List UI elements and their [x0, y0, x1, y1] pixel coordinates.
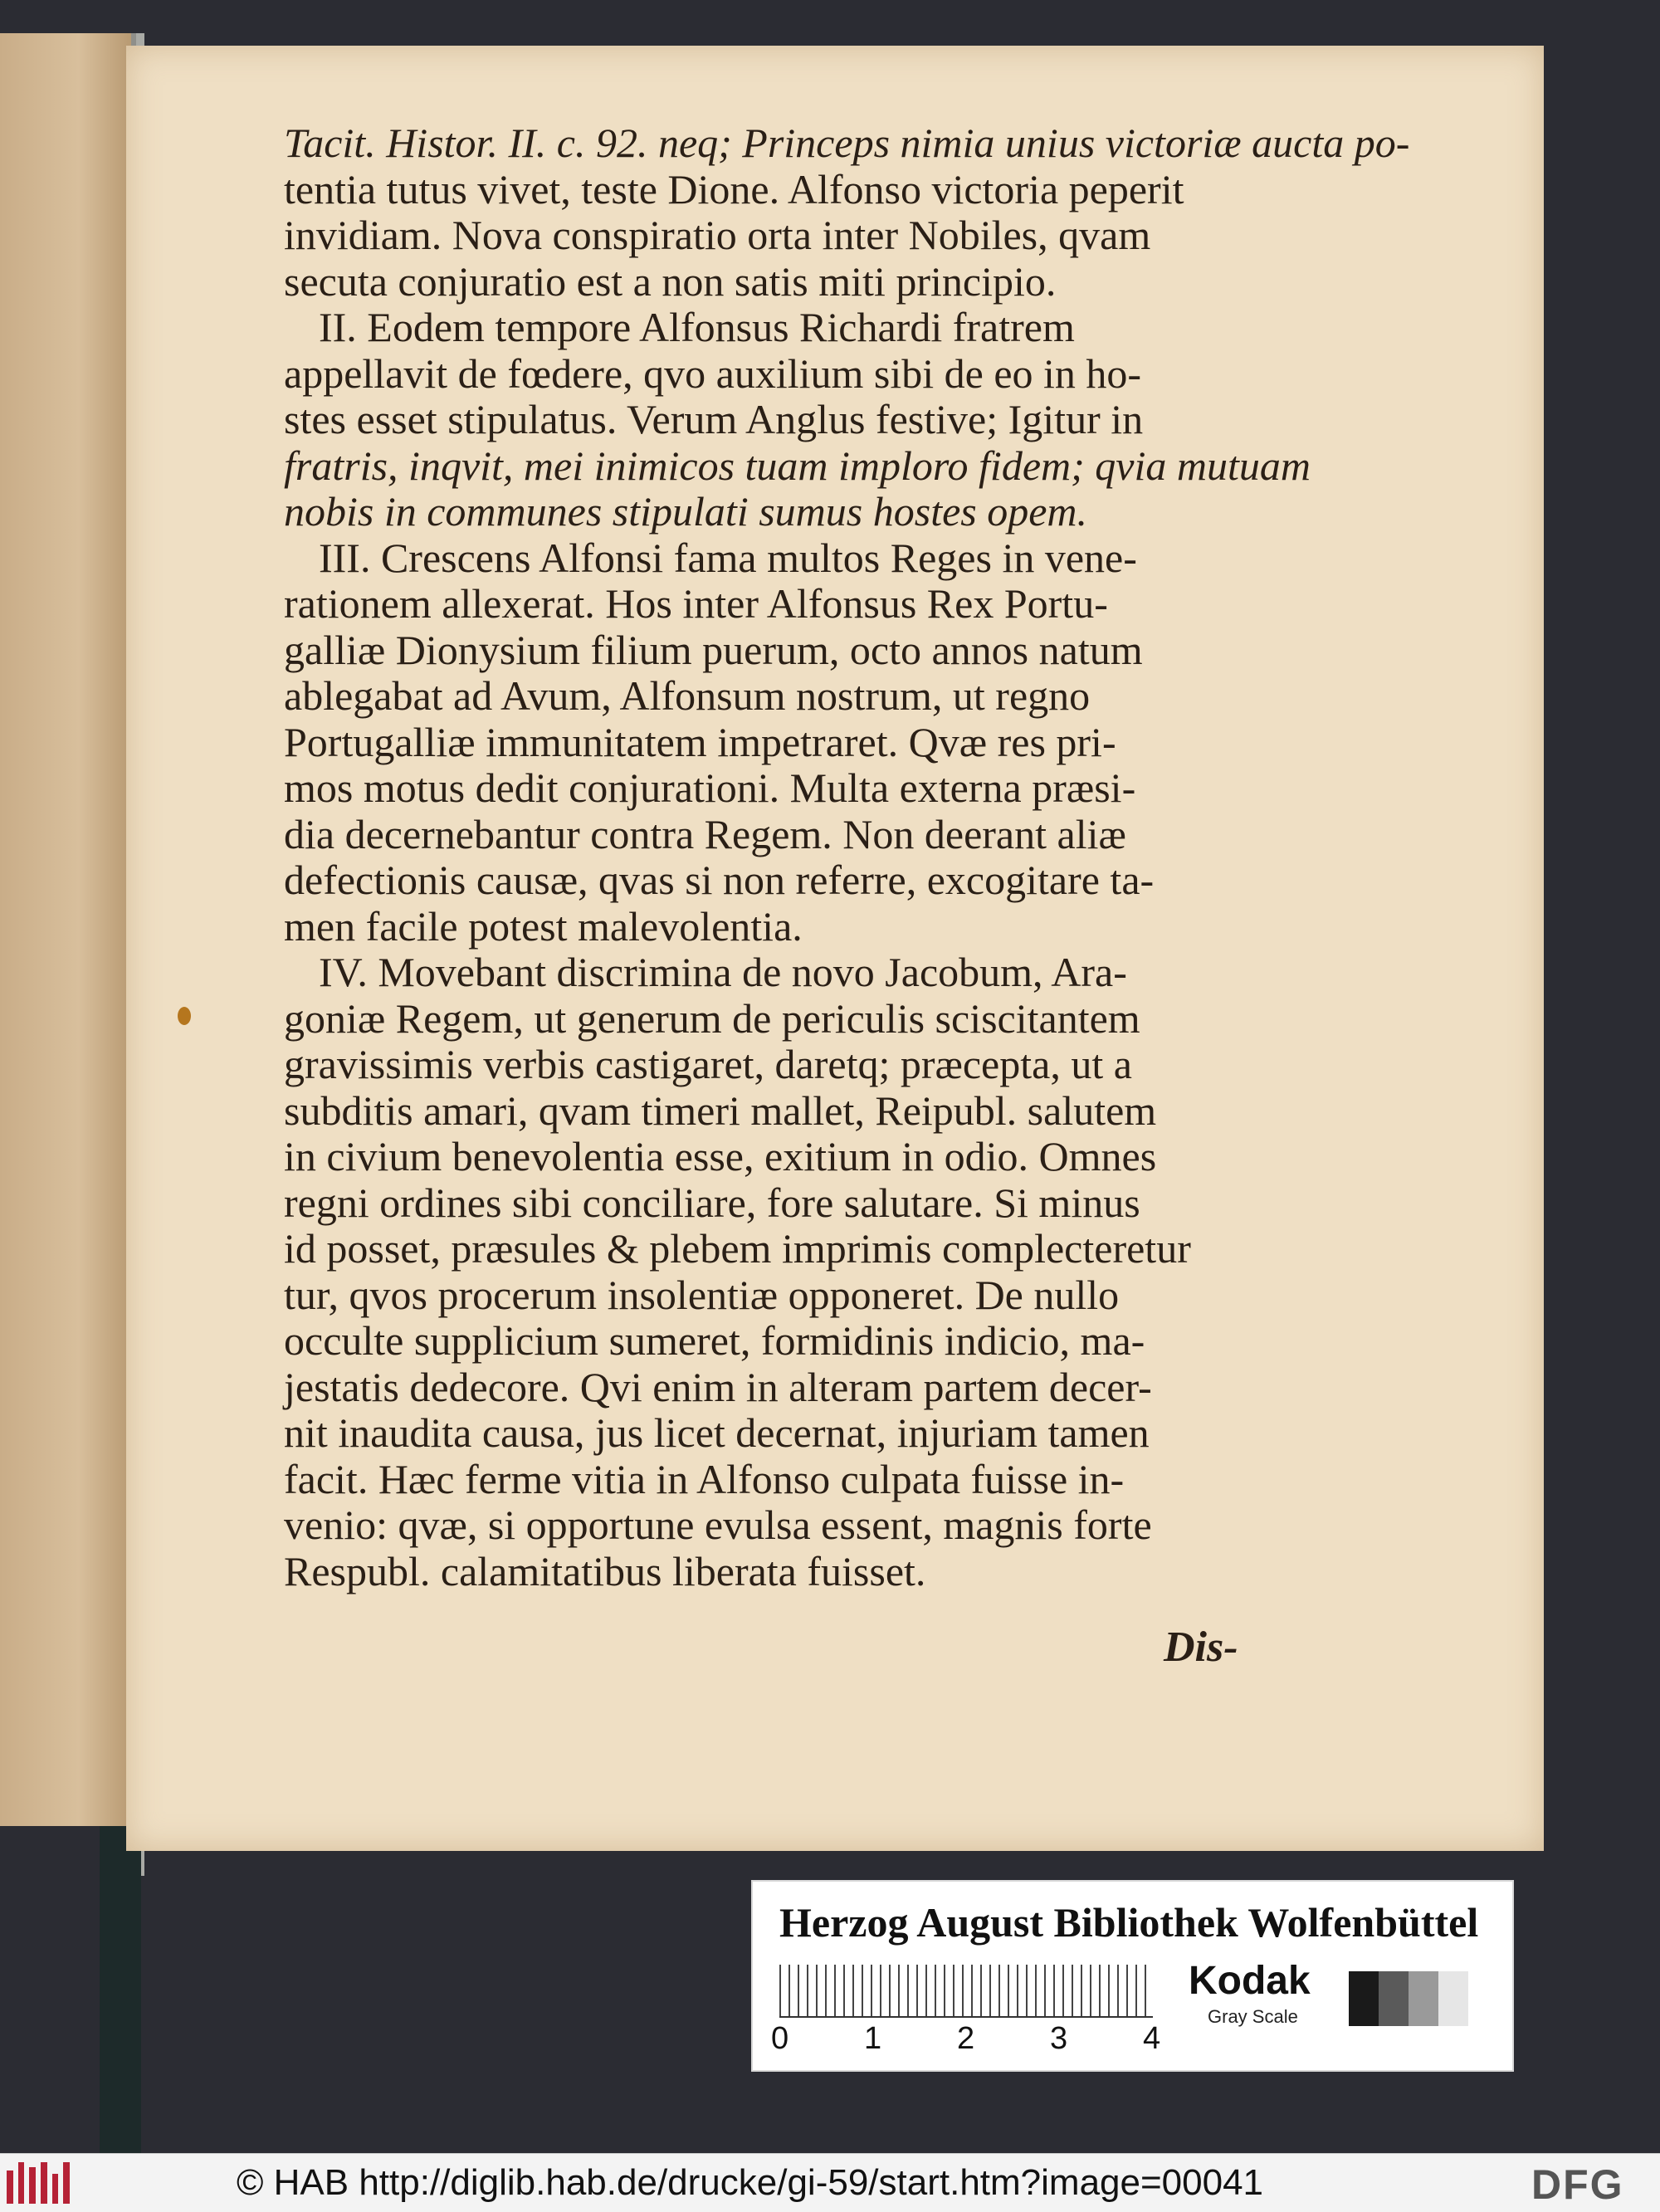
- ruler-number: 3: [1050, 2021, 1068, 2056]
- text-line: IV. Movebant discrimina de novo Jacobum, Ara-: [319, 949, 1127, 995]
- page-text: [284, 120, 1438, 1594]
- catchword: Dis-: [1164, 1624, 1238, 1671]
- ruler-number: 0: [771, 2021, 789, 2056]
- text-line: Portugalliæ immunitatem impetraret. Qvæ res pri-: [284, 718, 1116, 765]
- gray-swatch: [1409, 1971, 1438, 2026]
- gray-swatch: [1349, 1971, 1379, 2026]
- text-line: Tacit. Histor. II. c. 92. neq; Princeps nimia unius victoriæ aucta po-: [284, 120, 1410, 166]
- text-line: Respubl. calamitatibus liberata fuisset.: [284, 1547, 926, 1594]
- hab-logo-bar: [7, 2170, 13, 2204]
- book-spine: [100, 1826, 141, 2158]
- book-page: [126, 46, 1544, 1851]
- gray-scale-label: Gray Scale: [1208, 2006, 1298, 2027]
- footer-bar: [0, 2153, 1660, 2212]
- gray-swatch: [1438, 1971, 1468, 2026]
- text-line: men facile potest malevolentia.: [284, 902, 803, 950]
- hab-logo-bar: [29, 2167, 36, 2204]
- text-line: facit. Hæc ferme vitia in Alfonso culpata fuisse in-: [284, 1455, 1125, 1502]
- text-line: nit inaudita causa, jus licet decernat, injuriam tamen: [284, 1409, 1150, 1456]
- text-line: jestatis dedecore. Qvi enim in alteram partem decer-: [284, 1363, 1152, 1410]
- text-line: occulte supplicium sumeret, formidinis indicio, ma-: [284, 1317, 1145, 1364]
- text-line: subditis amari, qvam timeri mallet, Reipubl. salutem: [284, 1086, 1157, 1134]
- text-line: goniæ Regem, ut generum de periculis sciscitantem: [284, 994, 1140, 1042]
- text-line: galliæ Dionysium filium puerum, octo annos natum: [284, 626, 1143, 673]
- ruler-number: 1: [864, 2021, 882, 2056]
- text-line: tur, qvos procerum insolentiæ opponeret. De nullo: [284, 1271, 1120, 1318]
- text-line: ablegabat ad Avum, Alfonsum nostrum, ut regno: [284, 672, 1091, 719]
- library-name: Herzog August Bibliothek Wolfenbüttel: [779, 1899, 1479, 1946]
- text-line: dia decernebantur contra Regem. Non deerant aliæ: [284, 810, 1126, 857]
- text-line: secuta conjuratio est a non satis miti principio.: [284, 257, 1057, 305]
- copyright-link[interactable]: © HAB http://diglib.hab.de/drucke/gi-59/start.htm?image=00041: [237, 2162, 1264, 2203]
- ruler-number: 2: [957, 2021, 975, 2056]
- hab-logo-bar: [41, 2162, 47, 2204]
- hab-logo-icon: [7, 2162, 70, 2204]
- hab-logo-bar: [52, 2174, 59, 2204]
- dfg-logo: DFG: [1531, 2161, 1624, 2208]
- text-line: appellavit de fœdere, qvo auxilium sibi de eo in ho-: [284, 349, 1142, 397]
- text-line: defectionis causæ, qvas si non referre, excogitare ta-: [284, 857, 1155, 903]
- text-line: fratris, inqvit, mei inimicos tuam imploro fidem; qvia mutuam: [284, 442, 1311, 489]
- text-line: nobis in communes stipulati sumus hostes opem.: [284, 488, 1088, 535]
- hab-logo-bar: [18, 2162, 25, 2204]
- ink-stain: [178, 1007, 191, 1025]
- text-line: venio: qvæ, si opportune evulsa essent, magnis forte: [284, 1502, 1152, 1548]
- text-line: mos motus dedit conjurationi. Multa externa præsi-: [284, 764, 1136, 811]
- ruler: [779, 1965, 1153, 2018]
- text-line: gravissimis verbis castigaret, daretq; præcepta, ut a: [284, 1041, 1132, 1087]
- text-line: stes esset stipulatus. Verum Anglus festive; Igitur in: [284, 396, 1144, 442]
- kodak-logo: Kodak: [1189, 1959, 1311, 2003]
- text-line: rationem allexerat. Hos inter Alfonsus Rex Portu-: [284, 580, 1108, 627]
- text-line: II. Eodem tempore Alfonsus Richardi fratrem: [319, 304, 1075, 350]
- text-line: regni ordines sibi conciliare, fore salutare. Si minus: [284, 1179, 1140, 1226]
- color-scale-card: [751, 1880, 1514, 2072]
- left-page-edge: [0, 33, 136, 1826]
- text-line: III. Crescens Alfonsi fama multos Reges in vene-: [319, 534, 1137, 581]
- text-line: invidiam. Nova conspiratio orta inter Nobiles, qvam: [284, 212, 1151, 258]
- ruler-numbers: [771, 2021, 1169, 2058]
- hab-logo-bar: [63, 2162, 70, 2204]
- gray-scale-swatches: [1349, 1971, 1468, 2026]
- text-line: tentia tutus vivet, teste Dione. Alfonso victoria peperit: [284, 165, 1184, 212]
- text-line: in civium benevolentia esse, exitium in odio. Omnes: [284, 1133, 1157, 1179]
- text-line: id posset, præsules & plebem imprimis complecteretur: [284, 1225, 1191, 1272]
- ruler-number: 4: [1143, 2021, 1161, 2056]
- gray-swatch: [1379, 1971, 1409, 2026]
